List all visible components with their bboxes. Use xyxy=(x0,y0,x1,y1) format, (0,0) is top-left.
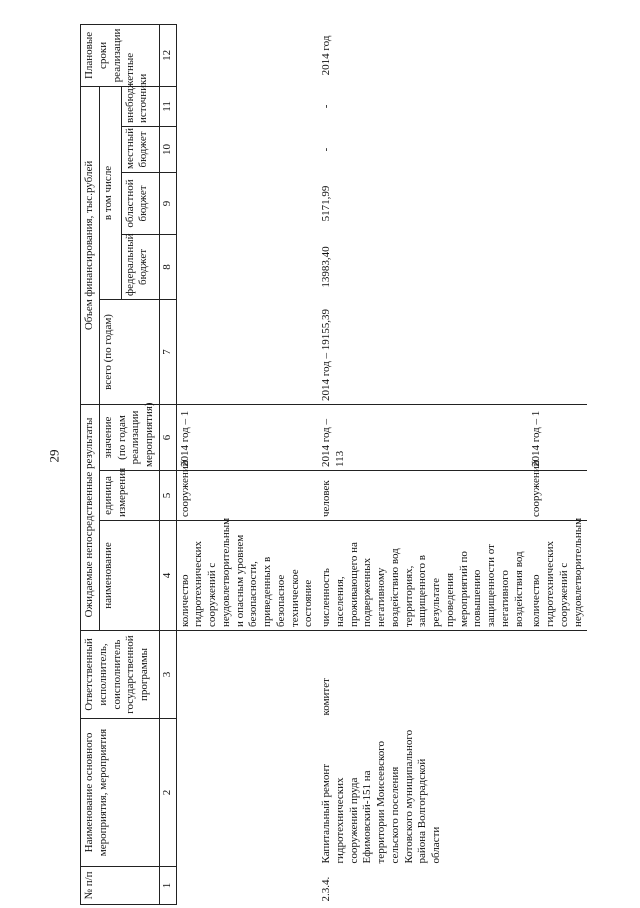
header-results: Ожидаемые непосредственные результаты xyxy=(81,404,100,630)
fin-federal-cell xyxy=(528,234,587,299)
page-number: 29 xyxy=(46,449,62,463)
fin-total-cell xyxy=(528,299,587,404)
row-executor-cell xyxy=(176,631,318,719)
row-name-cell xyxy=(528,719,587,867)
period-cell xyxy=(176,24,318,86)
header-fin-regional: областной бюджет xyxy=(121,172,159,234)
header-fin-local: местный бюджет xyxy=(121,126,159,172)
result-name: количество гидротехнических сооружений с неудовлетворительным xyxy=(528,521,587,631)
column-number: 7 xyxy=(159,299,176,404)
row-num: 2.3.4. xyxy=(320,876,332,902)
header-fin-federal: федеральный бюджет xyxy=(121,234,159,299)
table-row xyxy=(528,24,587,904)
row-num-cell xyxy=(528,867,587,905)
row-num-cell xyxy=(176,867,318,905)
column-number: 6 xyxy=(159,404,176,470)
column-number: 2 xyxy=(159,719,176,867)
fin-local: - xyxy=(320,147,332,152)
header-fin-including: в том числе xyxy=(99,86,121,299)
column-number: 5 xyxy=(159,471,176,521)
row-executor-cell xyxy=(528,631,587,719)
result-unit: сооружений xyxy=(528,471,587,521)
header-period: Плановые сроки реализации xyxy=(81,24,160,86)
result-name: количество гидротехнических сооружений с неудовлетворительным и опасным уровнем безопасности, приведенных в безопасное техническое состояние xyxy=(176,521,318,631)
column-number: 9 xyxy=(159,172,176,234)
result-value: 2014 год – 1 xyxy=(176,404,318,470)
fin-total-cell xyxy=(176,299,318,404)
fin-regional-cell xyxy=(528,172,587,234)
program-table xyxy=(80,24,587,905)
document-sheet xyxy=(80,25,615,905)
result-unit: сооружений xyxy=(176,471,318,521)
table-row xyxy=(176,24,318,904)
fin-local-cell xyxy=(176,126,318,172)
header-financing: Объем финансирования, тыс.рублей xyxy=(81,86,100,404)
result-unit: человек xyxy=(318,471,528,521)
fin-other-cell xyxy=(176,86,318,126)
row-name-cell xyxy=(176,719,318,867)
activity-executor: комитет xyxy=(320,678,332,716)
column-number: 12 xyxy=(159,24,176,86)
column-number: 11 xyxy=(159,86,176,126)
result-value: 2014 год – 1 xyxy=(528,404,587,470)
header-fin-total: всего (по годам) xyxy=(99,299,159,404)
column-number: 4 xyxy=(159,521,176,631)
period-cell xyxy=(528,24,587,86)
fin-total: 2014 год – 19155,39 xyxy=(320,308,332,401)
header-fin-other: внебюджетные источники xyxy=(121,86,159,126)
column-number: 10 xyxy=(159,126,176,172)
rotated-page xyxy=(80,25,615,905)
fin-federal-cell xyxy=(176,234,318,299)
fin-regional: 5171,99 xyxy=(320,185,332,222)
fin-local-cell xyxy=(528,126,587,172)
column-number: 8 xyxy=(159,234,176,299)
activity-name: Капитальный ремонт гидротехнических сооружений пруда Ефимовский-151 на территории Моисеевского сельского поселения Котовского муниципального района Волгоградской области xyxy=(320,729,442,864)
header-num: № п/п xyxy=(81,867,160,905)
header-result-value: значение (по годам реализации мероприятия) xyxy=(99,404,159,470)
header-name: Наименование основного мероприятия, мероприятия xyxy=(81,719,160,867)
header-result-name: наименование xyxy=(99,521,159,631)
fin-other: - xyxy=(320,104,332,109)
result-name: численность населения, проживающего на подверженных негативному воздействию вод территориях, защищенного в результате проведения мероприятий по повышению защищенности от негативного воздействия вод xyxy=(318,521,528,631)
column-number-row xyxy=(159,24,176,904)
fin-other-cell xyxy=(528,86,587,126)
fin-federal: 13983,40 xyxy=(320,246,332,288)
header-executor: Ответственный исполнитель, соисполнитель государственной программы xyxy=(81,631,160,719)
result-value: 2014 год – 113 xyxy=(318,404,528,470)
column-number: 1 xyxy=(159,867,176,905)
column-number: 3 xyxy=(159,631,176,719)
header-result-unit: единица измерения xyxy=(99,471,159,521)
table-row xyxy=(318,24,528,904)
fin-regional-cell xyxy=(176,172,318,234)
period: 2014 год xyxy=(320,35,332,76)
